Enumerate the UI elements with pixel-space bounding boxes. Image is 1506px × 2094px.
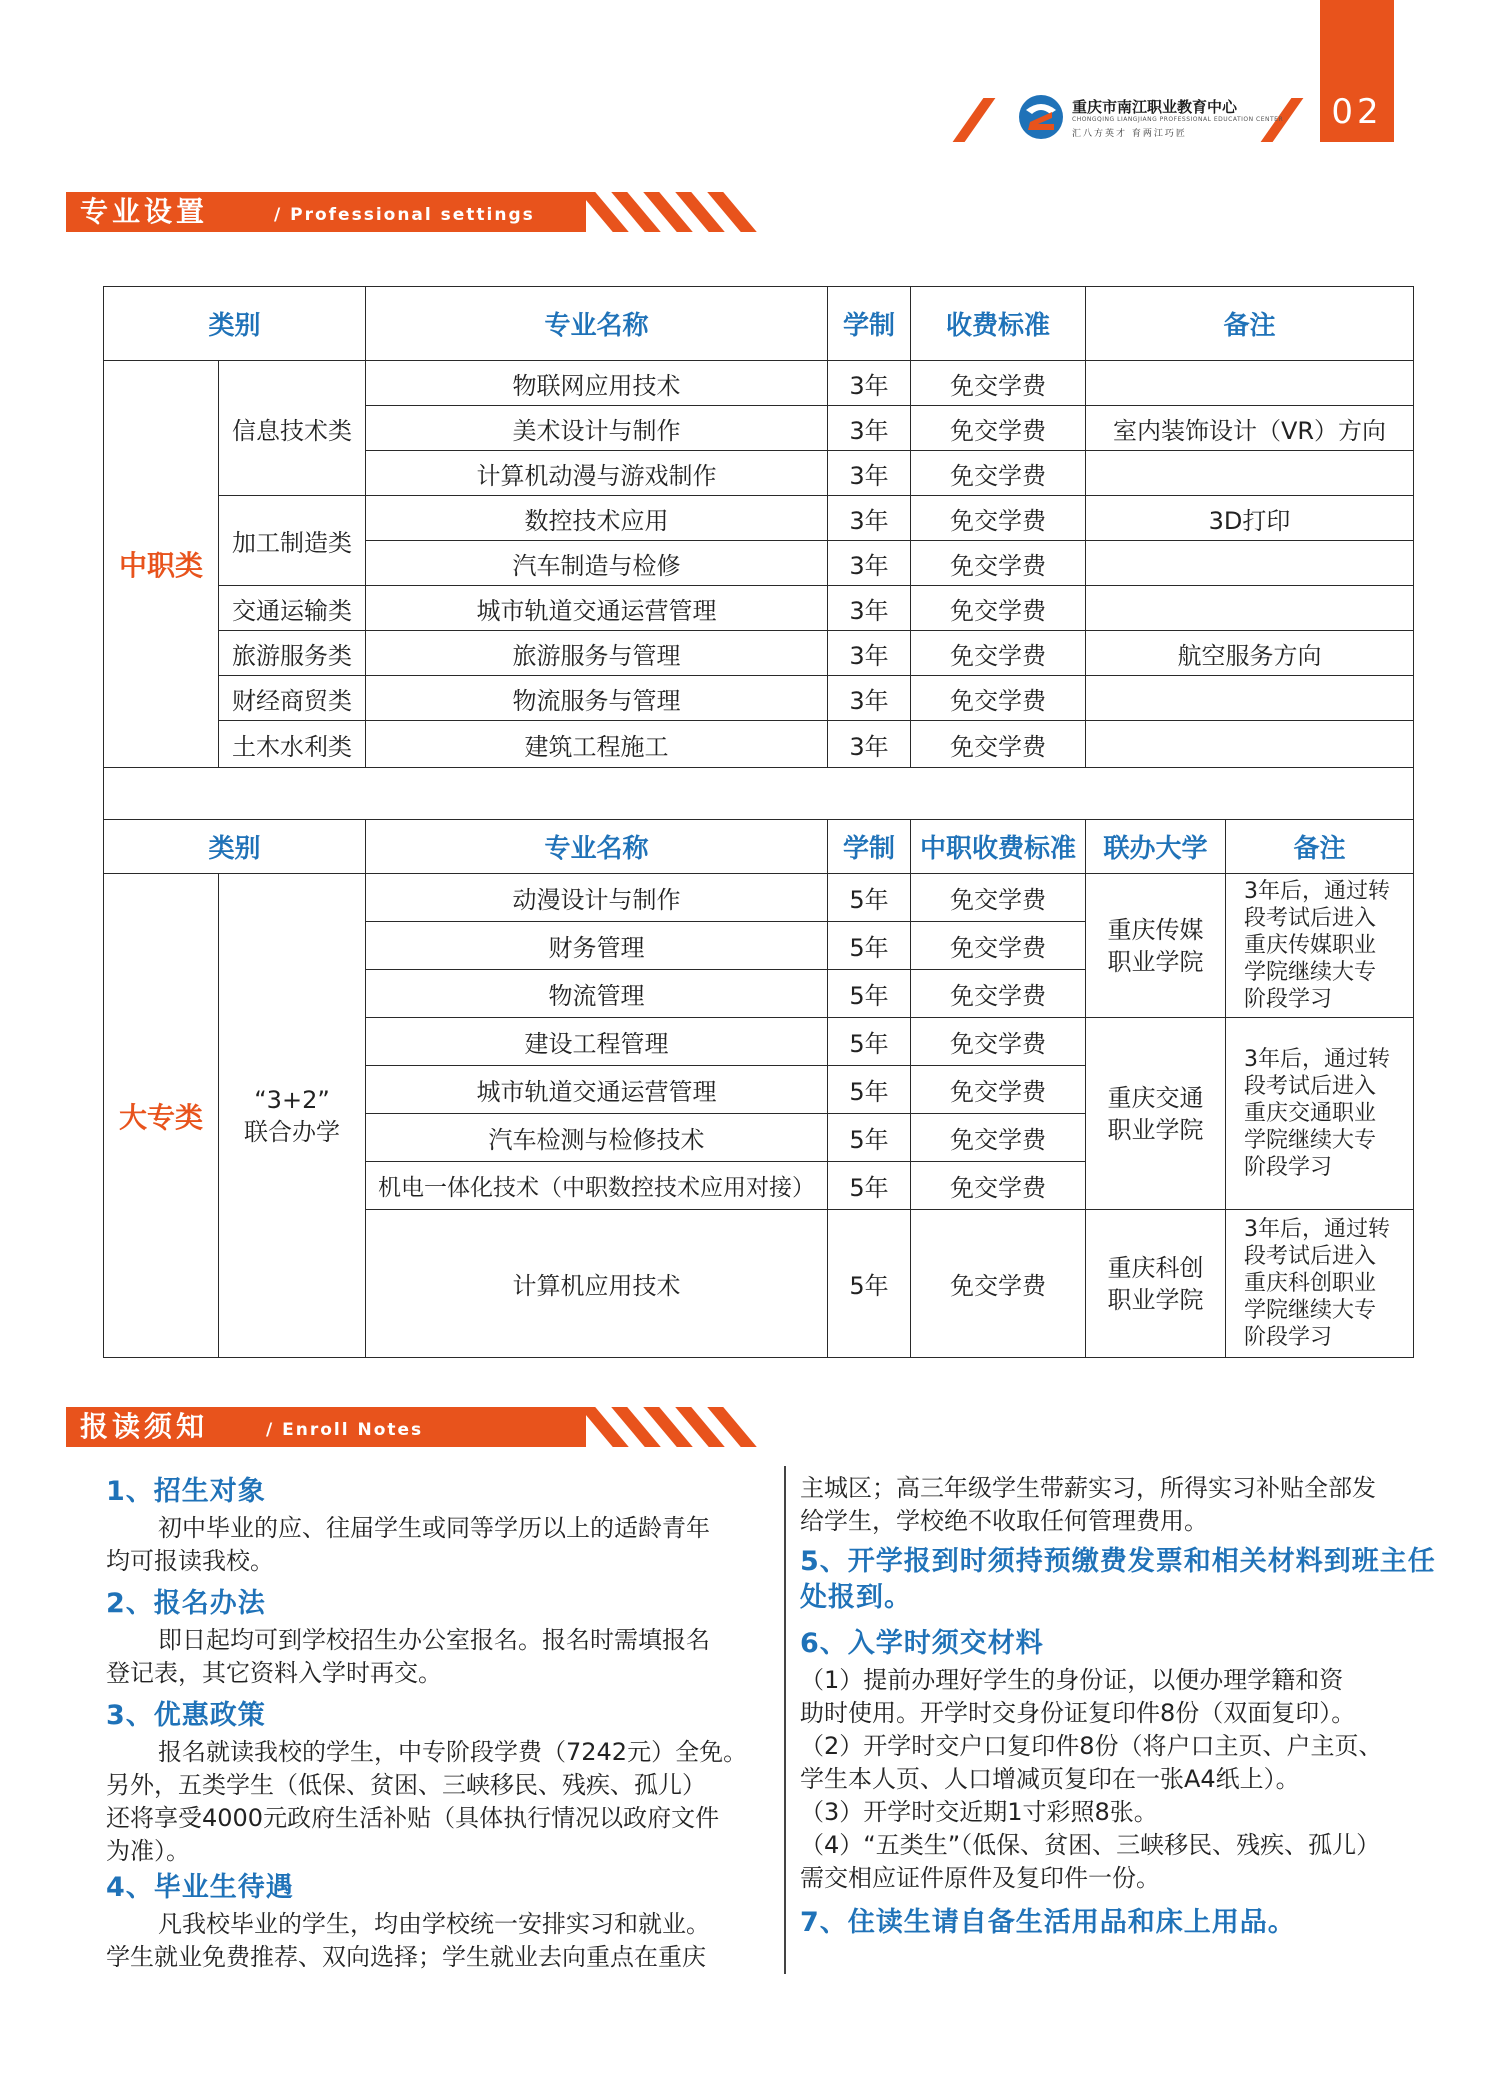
university-note: [1226, 1210, 1414, 1358]
note-heading: 5、开学报到时须持预缴费发票和相关材料到班主任: [800, 1546, 1436, 1577]
note-line: 段考试后进入: [1244, 1074, 1377, 1099]
university-name-line2: 职业学院: [1107, 1115, 1204, 1144]
note-line: 学院继续大专: [1244, 1298, 1377, 1323]
university-name-line1: 重庆传媒: [1107, 915, 1204, 944]
note-text: 均可报读我校。: [106, 1547, 274, 1575]
program-fee: 免交学费: [911, 721, 1086, 768]
note-line: 段考试后进入: [1244, 906, 1377, 931]
table-row: [104, 631, 1414, 676]
university-name-line2: 职业学院: [1107, 1285, 1204, 1314]
table2-header-row: [104, 820, 1414, 874]
header-slash-left: [953, 98, 996, 142]
col-header-university: 联办大学: [1086, 820, 1226, 874]
program-years: 3年: [828, 451, 911, 496]
note-line: 阶段学习: [1244, 987, 1333, 1012]
program-name: 建设工程管理: [366, 1018, 828, 1066]
group-label: 土木水利类: [219, 721, 366, 768]
note-text: 给学生，学校绝不收取任何管理费用。: [800, 1507, 1208, 1535]
page-number: 02: [1331, 92, 1383, 132]
program-fee: 免交学费: [911, 586, 1086, 631]
table1-header-row: [104, 287, 1414, 361]
program-fee: 免交学费: [911, 361, 1086, 406]
note-text: 登记表，其它资料入学时再交。: [106, 1659, 442, 1687]
section-title-enroll: 报读须知: [80, 1410, 209, 1443]
program-years: 5年: [828, 1114, 911, 1162]
note-text: 即日起均可到学校招生办公室报名。报名时需填报名: [158, 1626, 710, 1654]
section-bar-professional: [66, 192, 756, 232]
note-heading: 2、报名办法: [106, 1588, 266, 1619]
program-years: 3年: [828, 406, 911, 451]
table-row: [104, 721, 1414, 768]
program-fee: 免交学费: [911, 874, 1086, 922]
note-heading: 7、住读生请自备生活用品和床上用品。: [800, 1907, 1296, 1938]
program-name: 旅游服务与管理: [366, 631, 828, 676]
col-header-note: 备注: [1226, 820, 1414, 874]
col-header-fee: 收费标准: [911, 287, 1086, 361]
program-name: 美术设计与制作: [366, 406, 828, 451]
program-years: 3年: [828, 541, 911, 586]
program-fee: 免交学费: [911, 631, 1086, 676]
program-years: 3年: [828, 361, 911, 406]
col-header-years: 学制: [828, 287, 911, 361]
note-line: 学院继续大专: [1244, 960, 1377, 985]
program-years: 5年: [828, 970, 911, 1018]
program-years: 3年: [828, 496, 911, 541]
table-row: [104, 496, 1414, 541]
table-spacer-row: [104, 768, 1414, 820]
section-subtitle-professional: / Professional settings: [274, 205, 535, 225]
program-name: 动漫设计与制作: [366, 874, 828, 922]
program-name: 物联网应用技术: [366, 361, 828, 406]
program-fee: 免交学费: [911, 406, 1086, 451]
program-years: 3年: [828, 676, 911, 721]
program-note: 航空服务方向: [1086, 631, 1414, 676]
program-years: 5年: [828, 1066, 911, 1114]
group-label: 交通运输类: [219, 586, 366, 631]
col-header-program: 专业名称: [366, 287, 828, 361]
note-text: 助时使用。开学时交身份证复印件8份（双面复印）。: [800, 1699, 1356, 1727]
program-note: [1086, 541, 1414, 586]
program-fee: 免交学费: [911, 922, 1086, 970]
program-name: 物流管理: [366, 970, 828, 1018]
program-fee: 免交学费: [911, 1162, 1086, 1210]
note-heading: 6、入学时须交材料: [800, 1628, 1044, 1659]
program-name: 计算机应用技术: [366, 1210, 828, 1358]
program-years: 5年: [828, 922, 911, 970]
note-line: 阶段学习: [1244, 1155, 1333, 1180]
group-label-joint-line2: 联合办学: [244, 1117, 340, 1146]
program-years: 3年: [828, 586, 911, 631]
table-row: [104, 361, 1414, 406]
program-years: 5年: [828, 1162, 911, 1210]
note-heading: 3、优惠政策: [106, 1700, 266, 1731]
program-fee: 免交学费: [911, 496, 1086, 541]
university-name-line1: 重庆科创: [1107, 1253, 1204, 1282]
note-text: 需交相应证件原件及复印件一份。: [800, 1864, 1160, 1892]
note-line: 重庆科创职业: [1244, 1271, 1377, 1296]
program-fee: 免交学费: [911, 676, 1086, 721]
note-text: 为准）。: [106, 1837, 190, 1865]
group-label: 财经商贸类: [219, 676, 366, 721]
section-bar-enroll: [66, 1407, 756, 1447]
program-years: 5年: [828, 1210, 911, 1358]
program-fee: 免交学费: [911, 1210, 1086, 1358]
note-line: 学院继续大专: [1244, 1128, 1377, 1153]
note-text: 还将享受4000元政府生活补贴（具体执行情况以政府文件: [106, 1804, 720, 1832]
note-text: 报名就读我校的学生，中专阶段学费（7242元）全免。: [158, 1738, 748, 1766]
school-logo-icon: [1016, 92, 1066, 142]
note-line: 3年后，通过转: [1244, 1047, 1391, 1072]
program-fee: 免交学费: [911, 1114, 1086, 1162]
university-cell: [1086, 874, 1226, 1018]
group-label: 加工制造类: [219, 496, 366, 586]
group-label-joint: [219, 874, 366, 1358]
program-name: 机电一体化技术（中职数控技术应用对接）: [366, 1162, 828, 1210]
note-text: （4）“五类生”（低保、贫困、三峡移民、残疾、孤儿）: [800, 1831, 1381, 1859]
table-row: [104, 586, 1414, 631]
university-cell: [1086, 1018, 1226, 1210]
logo-english-name: CHONGQING LIANGJIANG PROFESSIONAL EDUCATION CENTER: [1072, 116, 1284, 123]
program-name: 计算机动漫与游戏制作: [366, 451, 828, 496]
programs-table: [103, 286, 1414, 1358]
program-years: 5年: [828, 874, 911, 922]
program-name: 汽车检测与检修技术: [366, 1114, 828, 1162]
group-label: 旅游服务类: [219, 631, 366, 676]
program-name: 财务管理: [366, 922, 828, 970]
note-line: 段考试后进入: [1244, 1244, 1377, 1269]
program-fee: 免交学费: [911, 1018, 1086, 1066]
note-text: 凡我校毕业的学生，均由学校统一安排实习和就业。: [158, 1910, 710, 1938]
note-text: 初中毕业的应、往届学生或同等学历以上的适龄青年: [158, 1514, 710, 1542]
note-line: 3年后，通过转: [1244, 1217, 1391, 1242]
university-note: [1226, 1018, 1414, 1210]
note-text: （1）提前办理好学生的身份证，以便办理学籍和资: [800, 1666, 1344, 1694]
program-note: 室内装饰设计（VR）方向: [1086, 406, 1414, 451]
group-label-joint-line1: “3+2”: [254, 1085, 330, 1114]
note-line: 重庆传媒职业: [1244, 933, 1377, 958]
program-fee: 免交学费: [911, 451, 1086, 496]
note-heading: 4、毕业生待遇: [106, 1872, 294, 1903]
program-note: [1086, 721, 1414, 768]
program-name: 物流服务与管理: [366, 676, 828, 721]
note-line: 阶段学习: [1244, 1325, 1333, 1350]
program-note: [1086, 586, 1414, 631]
note-text: 学生就业免费推荐、双向选择；学生就业去向重点在重庆: [106, 1943, 706, 1971]
note-line: 重庆交通职业: [1244, 1101, 1377, 1126]
program-fee: 免交学费: [911, 1066, 1086, 1114]
program-name: 城市轨道交通运营管理: [366, 1066, 828, 1114]
notes-right-column: [800, 1472, 1440, 1943]
notes-left-column: [106, 1472, 778, 1974]
column-divider: [784, 1466, 786, 1974]
program-name: 建筑工程施工: [366, 721, 828, 768]
col-header-note: 备注: [1086, 287, 1414, 361]
note-text: （3）开学时交近期1寸彩照8张。: [800, 1798, 1158, 1826]
category-zhongzhi: 中职类: [104, 361, 219, 768]
table-row: [104, 874, 1414, 922]
program-years: 3年: [828, 631, 911, 676]
program-note: [1086, 451, 1414, 496]
note-text: 学生本人页、人口增减页复印在一张A4纸上）。: [800, 1765, 1300, 1793]
university-name-line1: 重庆交通: [1107, 1083, 1204, 1112]
table-row: [104, 676, 1414, 721]
program-name: 城市轨道交通运营管理: [366, 586, 828, 631]
program-note: [1086, 676, 1414, 721]
university-name-line2: 职业学院: [1107, 947, 1204, 976]
program-name: 汽车制造与检修: [366, 541, 828, 586]
program-years: 5年: [828, 1018, 911, 1066]
program-name: 数控技术应用: [366, 496, 828, 541]
university-cell: [1086, 1210, 1226, 1358]
col-header-category: 类别: [104, 820, 366, 874]
col-header-years: 学制: [828, 820, 911, 874]
logo-chinese-name: 重庆市南江职业教育中心: [1072, 98, 1238, 116]
category-dazhuan: 大专类: [104, 874, 219, 1358]
group-label: 信息技术类: [219, 361, 366, 496]
logo-slogan: 汇八方英才 育两江巧匠: [1072, 129, 1187, 139]
note-text: （2）开学时交户口复印件8份（将户口主页、户主页、: [800, 1732, 1383, 1760]
col-header-category: 类别: [104, 287, 366, 361]
program-fee: 免交学费: [911, 541, 1086, 586]
note-line: 3年后，通过转: [1244, 879, 1391, 904]
note-text: 另外，五类学生（低保、贫困、三峡移民、残疾、孤儿）: [106, 1771, 706, 1799]
school-logo: [1016, 92, 1286, 146]
program-fee: 免交学费: [911, 970, 1086, 1018]
university-note: [1226, 874, 1414, 1018]
col-header-program: 专业名称: [366, 820, 828, 874]
section-subtitle-enroll: / Enroll Notes: [266, 1420, 424, 1440]
program-note: 3D打印: [1086, 496, 1414, 541]
note-heading: 1、招生对象: [106, 1476, 266, 1507]
program-years: 3年: [828, 721, 911, 768]
note-heading: 处报到。: [800, 1582, 912, 1613]
note-text: 主城区；高三年级学生带薪实习，所得实习补贴全部发: [800, 1474, 1376, 1502]
program-note: [1086, 361, 1414, 406]
col-header-fee: 中职收费标准: [911, 820, 1086, 874]
section-title-professional: 专业设置: [80, 195, 209, 228]
